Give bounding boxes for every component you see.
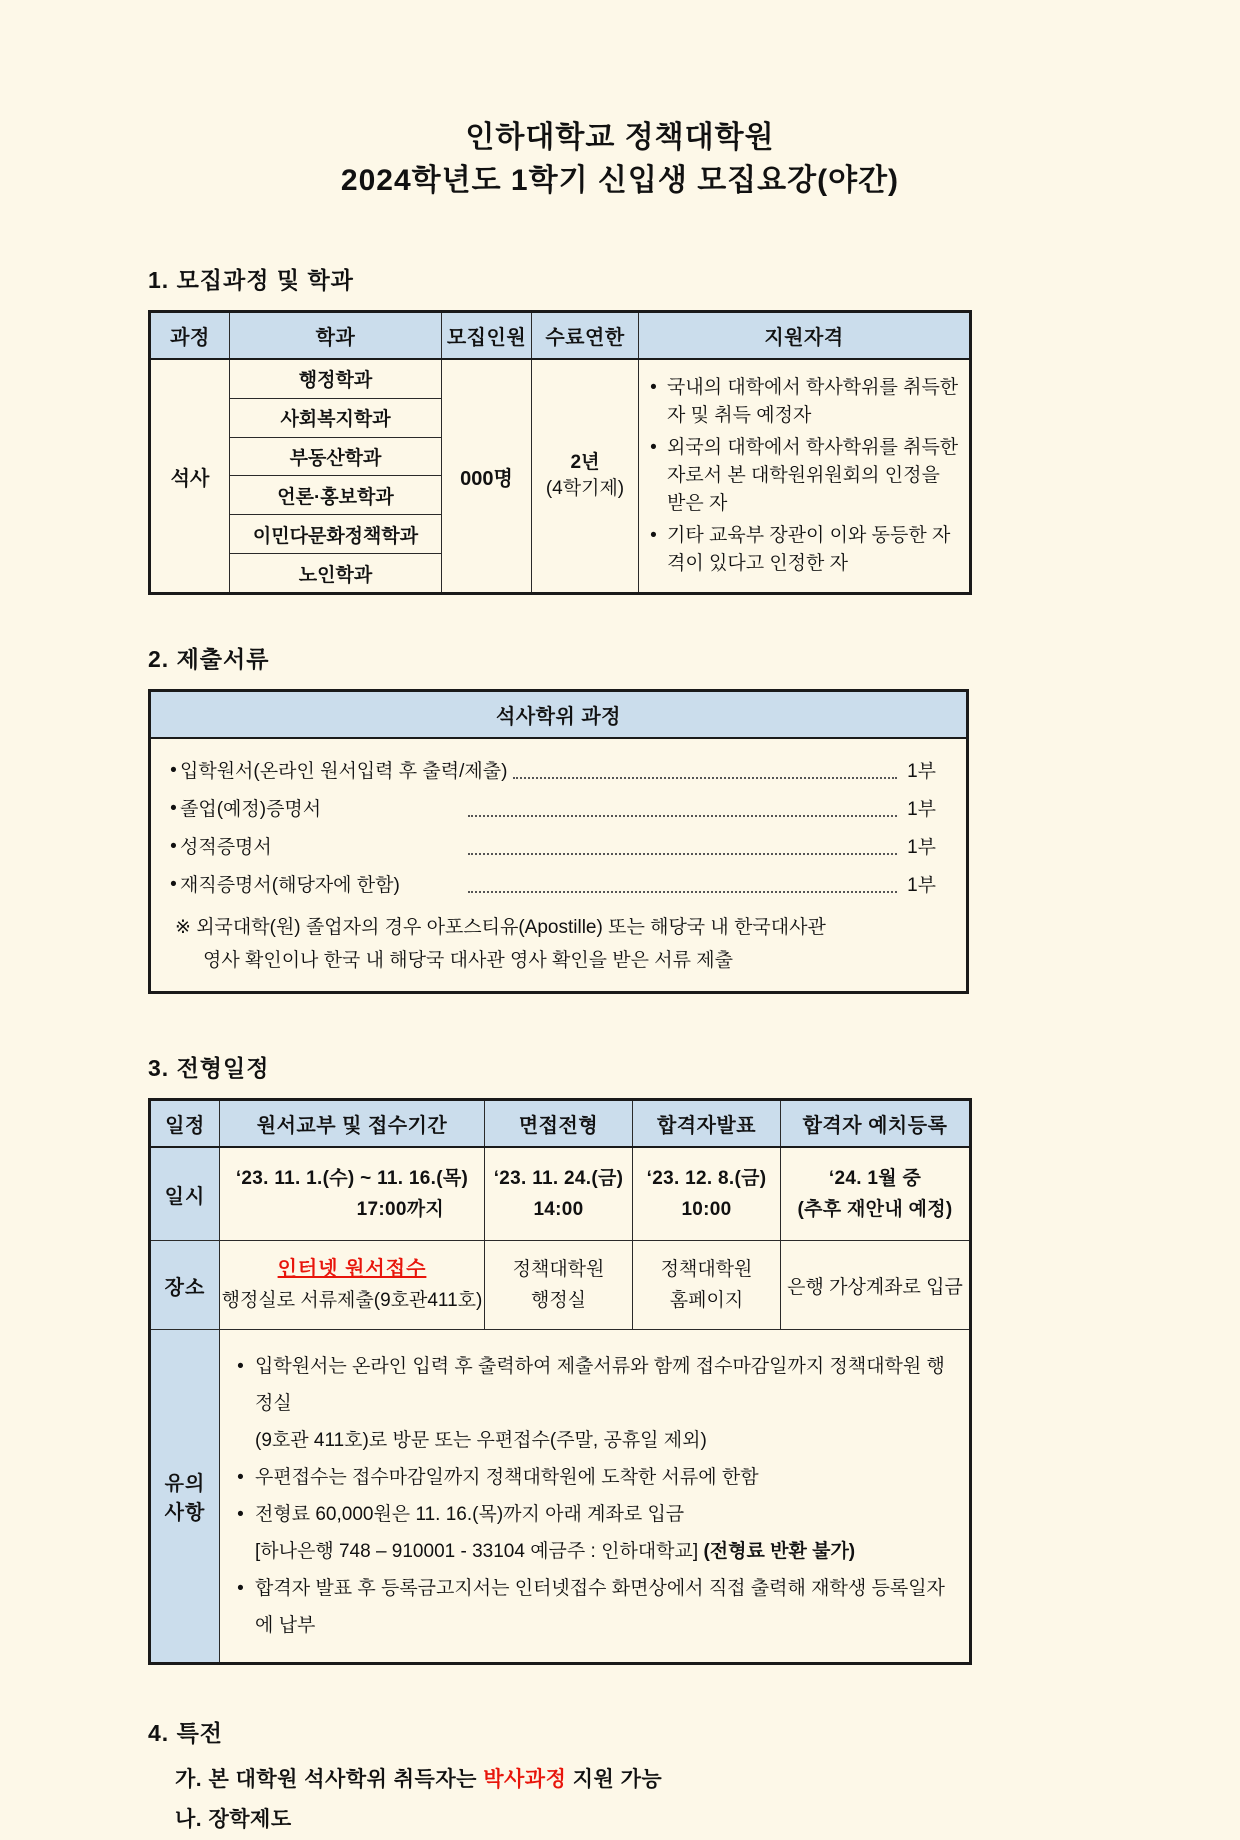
note-item — [234, 1348, 957, 1459]
col-header-eligibility: 지원자격 — [639, 312, 971, 360]
table3-header-row — [150, 1100, 971, 1148]
note-item — [234, 1570, 957, 1644]
dot-leader — [468, 891, 897, 893]
quota-cell: 000명 — [442, 359, 532, 594]
note-item — [234, 1459, 957, 1496]
process-cell: 석사 — [150, 359, 230, 594]
department-cell: 노인학과 — [230, 554, 442, 594]
document-row — [167, 755, 950, 787]
document-title — [0, 0, 1240, 202]
department-cell: 이민다문화정책학과 — [230, 515, 442, 554]
apostille-note — [167, 911, 950, 977]
internet-application-link: 인터넷 원서접수 — [277, 1258, 427, 1280]
document-count: 1부 — [907, 799, 936, 820]
admission-schedule-table — [148, 1098, 972, 1665]
row-label-notes — [150, 1330, 220, 1664]
col-header-interview: 면접전형 — [485, 1100, 633, 1148]
no-refund-text: (전형료 반환 불가) — [703, 1541, 856, 1562]
duration-line-2: (4학기제) — [545, 478, 625, 499]
row-label-place: 장소 — [150, 1241, 220, 1330]
col-header-schedule: 일정 — [150, 1100, 220, 1148]
col-header-duration: 수료연한 — [532, 312, 639, 360]
department-cell: 언론·홍보학과 — [230, 476, 442, 515]
interview-date: ‘23. 11. 24.(금) — [493, 1168, 624, 1189]
bullet-icon: • — [237, 1356, 244, 1377]
note3-line-1: 전형료 60,000원은 11. 16.(목)까지 아래 계좌로 입금 — [255, 1504, 685, 1525]
note1-line-2: (9호관 411호)로 방문 또는 우편접수(주말, 공휴일 제외) — [255, 1430, 707, 1451]
interview-place-line-2: 행정실 — [530, 1290, 587, 1311]
application-place-line-2: 행정실로 서류제출(9호관411호) — [221, 1290, 483, 1311]
announcement-date: ‘23. 12. 8.(금) — [646, 1168, 767, 1189]
perk-item-a — [148, 1760, 969, 1800]
perk-a-suffix: 지원 가능 — [566, 1768, 663, 1791]
bullet-icon: • — [170, 836, 177, 857]
eligibility-text: 외국의 대학에서 학사학위를 취득한 자로서 본 대학원위원회의 인정을 받은 자 — [667, 437, 959, 514]
deposit-place-cell: 은행 가상계좌로 입금 — [781, 1241, 971, 1330]
note-item — [234, 1496, 957, 1570]
col-header-application-period: 원서교부 및 접수기간 — [220, 1100, 485, 1148]
perk-item-b: 나. 장학제도 — [175, 1808, 292, 1831]
apostille-note-line-1: ※ 외국대학(원) 졸업자의 경우 아포스티유(Apostille) 또는 해당국 내 한국대사관 — [175, 917, 826, 938]
interview-datetime-cell — [485, 1147, 633, 1241]
eligibility-item — [647, 374, 959, 430]
document-content — [148, 262, 969, 1840]
table2-header-row — [150, 691, 968, 739]
dot-leader — [468, 815, 897, 817]
schedule-place-row — [150, 1241, 971, 1330]
col-header-quota: 모집인원 — [442, 312, 532, 360]
document-row — [167, 831, 950, 863]
bullet-icon: • — [650, 437, 657, 458]
notes-cell — [220, 1330, 971, 1664]
doctoral-course-highlight: 박사과정 — [483, 1768, 567, 1791]
document-row — [167, 869, 950, 901]
bullet-icon: • — [650, 377, 657, 398]
section4-heading: 4. 특전 — [148, 1720, 224, 1746]
eligibility-text: 국내의 대학에서 학사학위를 취득한 자 및 취득 예정자 — [667, 377, 959, 426]
eligibility-item — [647, 434, 959, 518]
eligibility-text: 기타 교육부 장관이 이와 동등한 자격이 있다고 인정한 자 — [667, 525, 951, 574]
title-line-2: 2024학년도 1학기 신입생 모집요강(야간) — [340, 164, 900, 197]
dot-leader — [468, 853, 897, 855]
duration-cell — [532, 359, 639, 594]
application-place-cell — [220, 1241, 485, 1330]
note-text — [255, 1496, 855, 1570]
bullet-icon: • — [237, 1467, 244, 1488]
table2-body-row — [150, 738, 968, 993]
department-cell: 부동산학과 — [230, 437, 442, 476]
col-header-department: 학과 — [230, 312, 442, 360]
table1-header-row — [150, 312, 971, 360]
deposit-date: ‘24. 1월 중 — [828, 1168, 922, 1189]
document-label: 성적증명서 — [180, 837, 272, 858]
apostille-note-line-2: 영사 확인이나 한국 내 해당국 대사관 영사 확인을 받은 서류 제출 — [203, 950, 733, 971]
application-period-line-1: ‘23. 11. 1.(수) ~ 11. 16.(목) — [235, 1168, 469, 1189]
section2-heading: 2. 제출서류 — [148, 646, 270, 672]
section1-heading: 1. 모집과정 및 학과 — [148, 267, 354, 293]
col-header-process: 과정 — [150, 312, 230, 360]
bullet-icon: • — [170, 874, 177, 895]
document-count: 1부 — [907, 875, 936, 896]
document-label: 졸업(예정)증명서 — [180, 799, 322, 820]
announcement-time: 10:00 — [681, 1199, 732, 1220]
required-documents-table — [148, 689, 969, 994]
document-label: 재직증명서(해당자에 한함) — [180, 875, 400, 896]
documents-cell — [150, 738, 968, 993]
document-count: 1부 — [907, 837, 936, 858]
note2-text: 우편접수는 접수마감일까지 정책대학원에 도착한 서류에 한함 — [255, 1467, 759, 1488]
table1-row — [150, 359, 971, 398]
notes-label-line-1: 유의 — [164, 1473, 206, 1495]
bank-account-text: [하나은행 748 – 910001 - 33104 예금주 : 인하대학교] — [255, 1541, 704, 1562]
bullet-icon: • — [170, 760, 177, 781]
note4-text: 합격자 발표 후 등록금고지서는 인터넷접수 화면상에서 직접 출력해 재학생 등록일자에 납부 — [255, 1578, 945, 1636]
dot-leader — [513, 777, 897, 779]
col-header-deposit: 합격자 예치등록 — [781, 1100, 971, 1148]
announcement-place-line-2: 홈페이지 — [669, 1290, 744, 1311]
perk-a-prefix: 가. 본 대학원 석사학위 취득자는 — [175, 1768, 484, 1791]
document-count: 1부 — [907, 761, 936, 782]
announcement-place-cell — [633, 1241, 781, 1330]
title-line-1: 인하대학교 정책대학원 — [465, 121, 775, 154]
duration-line-1: 2년 — [570, 452, 600, 473]
section3-heading: 3. 전형일정 — [148, 1055, 270, 1081]
eligibility-cell — [639, 359, 971, 594]
notes-label-line-2: 사항 — [164, 1502, 206, 1524]
document-row — [167, 793, 950, 825]
document-label: 입학원서(온라인 원서입력 후 출력/제출) — [180, 761, 508, 782]
row-label-datetime: 일시 — [150, 1147, 220, 1241]
interview-place-cell — [485, 1241, 633, 1330]
application-period-datetime-cell — [220, 1147, 485, 1241]
bullet-icon: • — [237, 1578, 244, 1599]
masters-course-header: 석사학위 과정 — [150, 691, 968, 739]
schedule-notes-row — [150, 1330, 971, 1664]
schedule-datetime-row — [150, 1147, 971, 1241]
deposit-note: (추후 재안내 예정) — [797, 1199, 953, 1220]
bullet-icon: • — [650, 525, 657, 546]
announcement-place-line-1: 정책대학원 — [660, 1259, 753, 1280]
deposit-datetime-cell — [781, 1147, 971, 1241]
bullet-icon: • — [237, 1504, 244, 1525]
admission-programs-table — [148, 310, 972, 595]
bullet-icon: • — [170, 798, 177, 819]
note-text — [255, 1348, 957, 1459]
interview-time: 14:00 — [533, 1199, 584, 1220]
department-cell: 행정학과 — [230, 359, 442, 398]
col-header-announcement: 합격자발표 — [633, 1100, 781, 1148]
note3-bank-line — [255, 1533, 855, 1570]
announcement-datetime-cell — [633, 1147, 781, 1241]
interview-place-line-1: 정책대학원 — [512, 1259, 605, 1280]
note1-line-1: 입학원서는 온라인 입력 후 출력하여 제출서류와 함께 접수마감일까지 정책대학원 행정실 — [255, 1356, 945, 1414]
eligibility-item — [647, 522, 959, 578]
application-period-line-2: 17:00까지 — [356, 1199, 444, 1220]
department-cell: 사회복지학과 — [230, 398, 442, 437]
